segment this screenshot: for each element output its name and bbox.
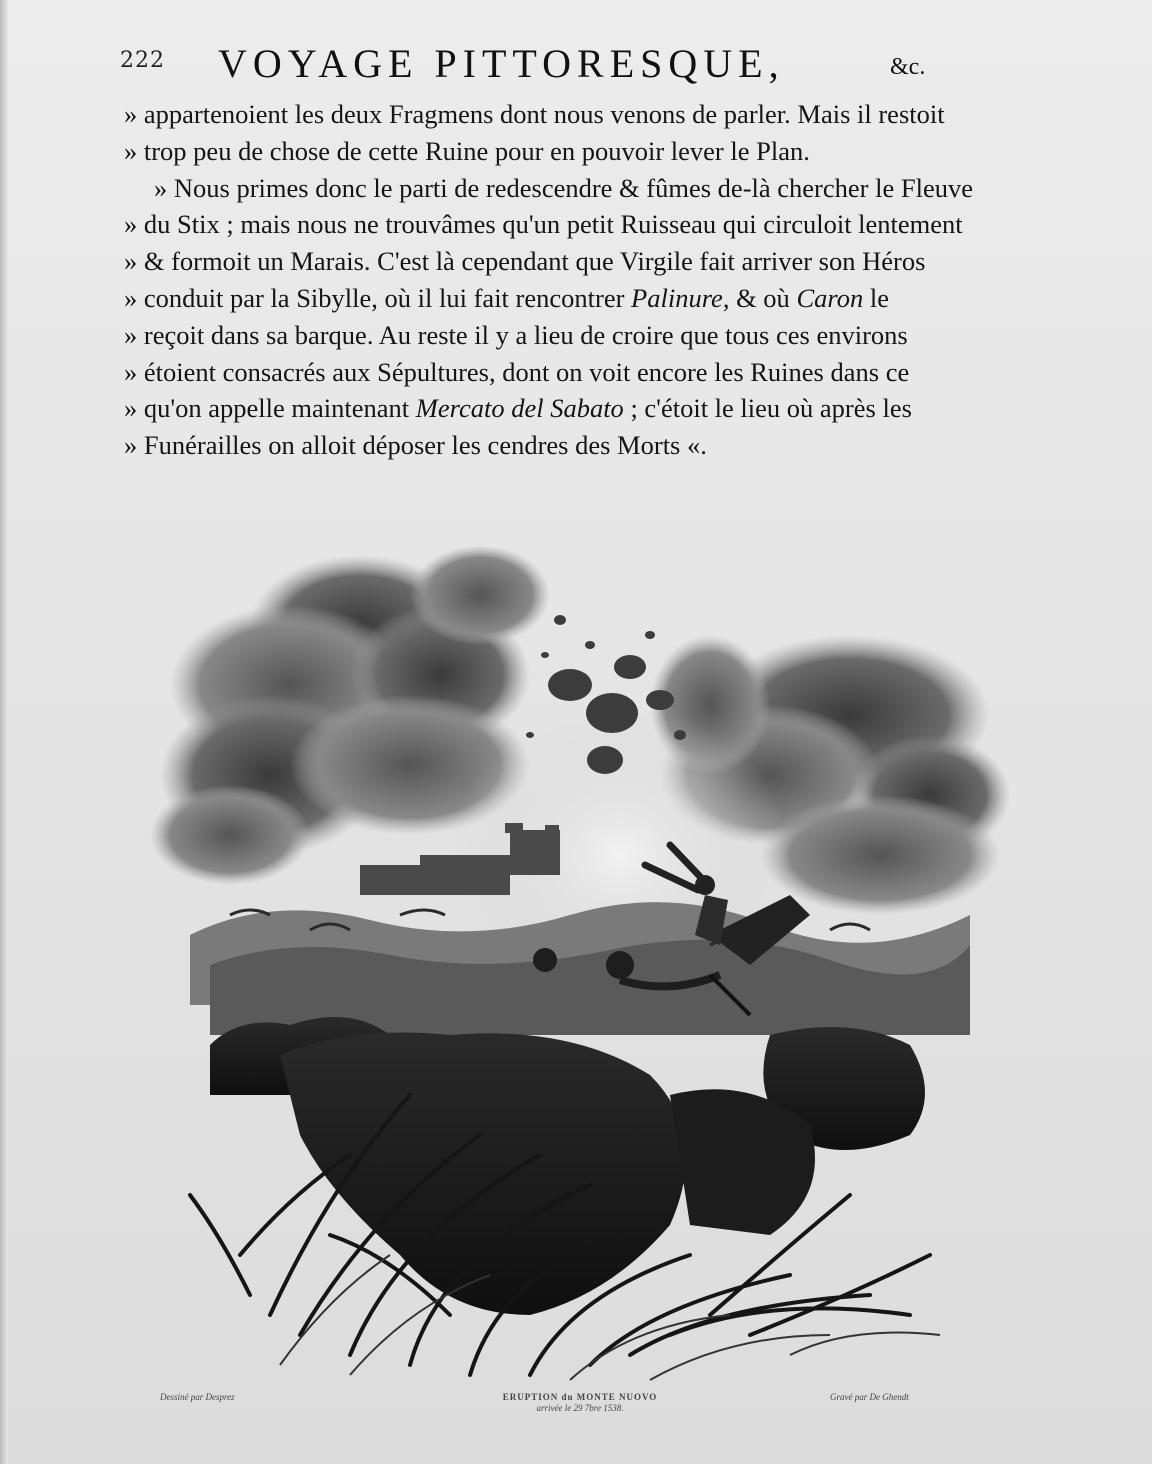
text-run: le (863, 282, 889, 313)
text-line: » appartenoient les deux Fragmens dont nous venons de parler. Mais il restoit (124, 99, 945, 129)
italic-name-palinure: Palinure (631, 282, 723, 313)
running-title: VOYAGE PITTORESQUE, (218, 41, 785, 86)
engraving-captions (160, 1392, 980, 1432)
text-line: » Funérailles on alloit déposer les cendres des Morts «. (124, 430, 707, 461)
caption-date: arrivée le 29 7bre 1538. (536, 1403, 624, 1413)
foreground-rocks (210, 1017, 925, 1315)
caption-title-block (460, 1392, 700, 1414)
body-text (124, 96, 1034, 464)
text-line: » & formoit un Marais. C'est là cependant que Virgile fait arriver son Héros (124, 246, 926, 277)
caption-engraver: Gravé par De Ghendt (830, 1392, 909, 1402)
caption-title: ERUPTION du MONTE NUOVO (502, 1392, 658, 1402)
engraving-illustration (150, 535, 1010, 1395)
italic-place-name: Mercato del Sabato (415, 393, 624, 424)
text-line: » du Stix ; mais nous ne trouvâmes qu'un petit Ruisseau qui circuloit lentement (124, 209, 963, 240)
text-line (124, 390, 1034, 427)
text-run: » conduit par la Sibylle, où il lui fait rencontrer (124, 282, 632, 313)
text-run: , & où (722, 282, 797, 313)
engraving-svg (150, 535, 1010, 1395)
page-edge (0, 0, 8, 1464)
running-header (120, 40, 960, 100)
running-title-suffix: &c. (890, 54, 926, 80)
italic-name-caron: Caron (796, 282, 864, 313)
caption-draughtsman: Dessiné par Desprez (160, 1392, 235, 1402)
text-line: » reçoit dans sa barque. Au reste il y a lieu de croire que tous ces environs (124, 319, 908, 350)
text-line: » Nous primes donc le parti de redescendre & fûmes de-là chercher le Fleuve (154, 172, 973, 203)
text-run: ; c'étoit le lieu où après les (623, 393, 912, 424)
text-run: » qu'on appelle maintenant (124, 393, 416, 424)
stormy-sea (190, 902, 970, 1035)
text-line: » étoient consacrés aux Sépultures, dont on voit encore les Ruines dans ce (124, 356, 910, 387)
text-line: » trop peu de chose de cette Ruine pour en pouvoir lever le Plan. (124, 135, 810, 166)
text-line (124, 280, 1034, 317)
page-number: 222 (120, 48, 165, 73)
